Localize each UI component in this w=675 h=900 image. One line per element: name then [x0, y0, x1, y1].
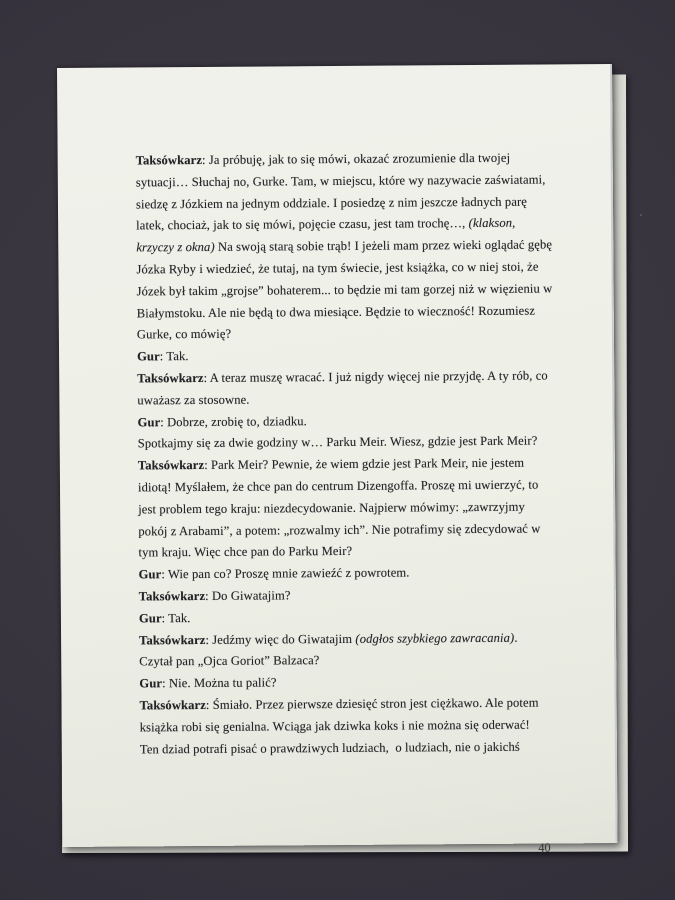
speaker-name: Gur: [137, 349, 160, 364]
script-line: [136, 235, 554, 260]
script-line: [138, 540, 556, 565]
dialogue-segment: idiotą! Myślałem, że chce pan do centrum Dizengoffa. Proszę mi uwierzyć, to: [137, 477, 539, 495]
dialogue-segment: .: [514, 630, 518, 645]
dialogue-segment: Czytał pan „Ojca Goriot” Balzaca?: [139, 653, 320, 669]
script-line: [139, 649, 557, 674]
speaker-name: Gur: [138, 610, 162, 626]
dialogue-segment: : Dobrze, zrobię to, dziadku.: [160, 413, 307, 429]
script-line: [139, 562, 557, 587]
dialogue-segment: : Do Giwatajim?: [205, 588, 291, 603]
dialogue-segment: : Wie pan co? Proszę mnie zawieźć z powrotem.: [161, 565, 410, 582]
script-line: [139, 605, 557, 630]
speaker-name: Taksówkarz: [135, 152, 203, 168]
script-line: [136, 256, 554, 281]
script-line: [136, 191, 554, 216]
document-page: [57, 64, 618, 855]
dialogue-segment: : Ja próbuję, jak to się mówi, okazać zrozumienie dla twojej: [201, 150, 511, 167]
dialogue-segment: : Tak.: [159, 349, 189, 364]
script-line: [138, 474, 556, 499]
dialogue-segment: Gurke, co mówię?: [136, 327, 232, 342]
dialogue-segment: uważasz za stosowne.: [137, 392, 250, 408]
dust-speck: [640, 214, 642, 216]
dialogue-segment: książka robi się genialna. Wciąga jak dziwka koks i nie można się oderwać!: [139, 717, 530, 735]
dialogue-segment: siedzę z Józkiem na jednym oddziale. I posiedzę z nim jeszcze ładnych parę: [135, 194, 528, 212]
dialogue-segment: jest problem tego kraju: niezdecydowanie. Najpierw mówimy: „zawrzyjmy: [138, 499, 525, 517]
dialogue-text: [136, 147, 558, 760]
dialogue-segment: Józka Ryby i wiedzieć, że tutaj, na tym świecie, jest książka, co w niej stoi, że: [136, 259, 539, 277]
script-line: [137, 300, 555, 325]
stage-direction: krzyczy z okna): [136, 240, 215, 255]
dialogue-segment: latek, chociaż, jak to się mówi, pojęcie czasu, jest tam trochę…,: [136, 216, 469, 233]
dialogue-segment: sytuacji… Słuchaj no, Gurke. Tam, w miejscu, które wy nazywacie zaświatami,: [135, 172, 546, 190]
script-line: [137, 322, 555, 347]
script-line: [138, 431, 556, 456]
dialogue-segment: : Park Meir? Pewnie, że wiem gdzie jest Park Meir, nie jestem: [204, 455, 525, 473]
script-line: [138, 453, 556, 478]
stage-direction: (odgłos szybkiego zawracania): [355, 630, 515, 646]
script-line: [136, 147, 554, 172]
script-line: [137, 344, 555, 369]
speaker-name: Taksówkarz: [139, 697, 206, 713]
dialogue-segment: Spotkajmy się za dwie godziny w… Parku Meir. Wiesz, gdzie jest Park Meir?: [137, 433, 538, 451]
dialogue-segment: : Tak.: [161, 610, 191, 625]
script-line: [139, 627, 557, 652]
dialogue-segment: Ten dziad potrafi pisać o prawdziwych ludziach, o ludziach, nie o jakichś: [139, 739, 520, 756]
script-line: [137, 387, 555, 412]
script-line: [139, 671, 557, 696]
dialogue-segment: tym kraju. Więc chce pan do Parku Meir?: [138, 544, 353, 560]
dialogue-segment: pokój z Arabami”, a potem: „rozwalmy ich”. Nie potrafimy się zdecydować w: [138, 521, 541, 538]
script-line: [140, 736, 558, 761]
page-number: 40: [538, 840, 551, 855]
dialogue-segment: : Śmiało. Przez pierwsze dziesięć stron jest ciężkawo. Ale potem: [205, 695, 539, 712]
speaker-name: Taksówkarz: [139, 632, 206, 647]
script-line: [136, 213, 554, 238]
speaker-name: Gur: [139, 676, 163, 691]
script-line: [138, 496, 556, 521]
dialogue-segment: : Nie. Można tu palić?: [162, 675, 277, 691]
speaker-name: Taksówkarz: [137, 458, 205, 473]
script-line: [139, 692, 557, 717]
dialogue-segment: Józek był takim „grojse” bohaterem... to będzie mi tam gorzej niż w więzieniu w: [136, 281, 553, 299]
speaker-name: Taksówkarz: [138, 588, 206, 604]
dialogue-segment: Na swoją starą sobie trąb! I jeżeli mam przez wieki oglądać gębę: [214, 237, 553, 255]
script-line: [137, 409, 555, 434]
script-line: [136, 169, 554, 194]
dialogue-segment: Białymstoku. Ale nie będą to dwa miesiące. Będzie to wieczność! Rozumiesz: [136, 303, 536, 321]
script-line: [137, 365, 555, 390]
script-line: [138, 518, 556, 543]
speaker-name: Gur: [138, 567, 162, 582]
script-line: [139, 583, 557, 608]
speaker-name: Gur: [137, 414, 161, 429]
script-line: [137, 278, 555, 303]
speaker-name: Taksówkarz: [137, 370, 204, 386]
dialogue-segment: : Jedźmy więc do Giwatajim: [205, 631, 356, 647]
script-line: [140, 714, 558, 739]
stage-direction: (klakson,: [468, 216, 516, 231]
dialogue-segment: : A teraz muszę wracać. I już nigdy więcej nie przyjdę. A ty rób, co: [203, 368, 548, 385]
